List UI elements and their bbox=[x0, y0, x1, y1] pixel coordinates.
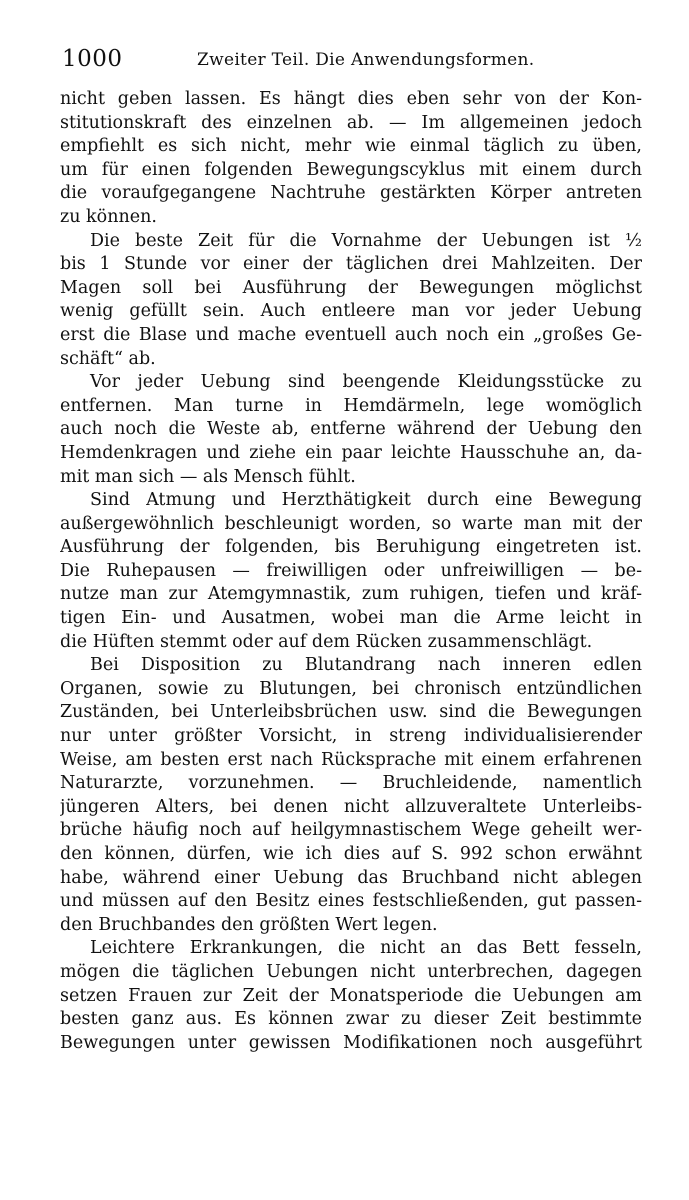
text-line: bis 1 Stunde vor einer der täglichen drei Mahlzeiten. Der bbox=[60, 254, 642, 275]
text-line: Bewegungen unter gewissen Modifikationen noch ausgeführt bbox=[60, 1032, 642, 1053]
text-line: erst die Blase und mache eventuell auch noch ein „großes Ge- bbox=[60, 324, 642, 345]
text-line: stitutionskraft des einzelnen ab. — Im allgemeinen jedoch bbox=[60, 112, 642, 133]
text-line: Organen, sowie zu Blutungen, bei chronisch entzündlichen bbox=[60, 678, 642, 699]
text-line: um für einen folgenden Bewegungscyklus mit einem durch bbox=[60, 159, 642, 180]
page-number: 1000 bbox=[62, 46, 123, 72]
text-line: nutze man zur Atemgymnastik, zum ruhigen, tiefen und kräf- bbox=[60, 584, 642, 605]
text-line: schäft“ ab. bbox=[60, 348, 156, 369]
page-body bbox=[60, 88, 642, 1055]
text-line: Leichtere Erkrankungen, die nicht an das Bett fesseln, bbox=[90, 938, 642, 959]
text-line: brüche häufig noch auf heilgymnastischem Wege geheilt wer- bbox=[60, 820, 642, 841]
text-line: außergewöhnlich beschleunigt worden, so warte man mit der bbox=[60, 513, 642, 534]
text-line: auch noch die Weste ab, entferne während der Uebung den bbox=[60, 419, 642, 440]
text-line: nur unter größter Vorsicht, in streng individualisierender bbox=[60, 726, 642, 747]
text-line: jüngeren Alters, bei denen nicht allzuveraltete Unterleibs- bbox=[60, 796, 642, 817]
text-line: Sind Atmung und Herzthätigkeit durch eine Bewegung bbox=[90, 490, 642, 511]
text-line: entfernen. Man turne in Hemdärmeln, lege womöglich bbox=[60, 395, 642, 416]
text-line: Magen soll bei Ausführung der Bewegungen möglichst bbox=[60, 277, 642, 298]
text-line: die voraufgegangene Nachtruhe gestärkten Körper antreten bbox=[60, 183, 642, 204]
text-line: nicht geben lassen. Es hängt dies eben sehr von der Kon- bbox=[60, 89, 642, 109]
text-line: tigen Ein- und Ausatmen, wobei man die Arme leicht in bbox=[60, 608, 642, 629]
text-line: Weise, am besten erst nach Rücksprache mit einem erfahrenen bbox=[60, 749, 642, 770]
text-line: Ausführung der folgenden, bis Beruhigung eingetreten ist. bbox=[60, 537, 642, 558]
text-line: Die beste Zeit für die Vornahme der Uebungen ist ½ bbox=[90, 230, 642, 251]
text-line: den können, dürfen, wie ich dies auf S. 992 schon erwähnt bbox=[60, 844, 642, 864]
page-header bbox=[62, 46, 642, 78]
text-line: mit man sich — als Mensch fühlt. bbox=[60, 466, 356, 487]
text-line: Zuständen, bei Unterleibsbrüchen usw. sind die Bewegungen bbox=[60, 702, 642, 723]
running-head: Zweiter Teil. Die Anwendungsformen. bbox=[197, 50, 535, 70]
text-line: Die Ruhepausen — freiwilligen oder unfreiwilligen — be- bbox=[60, 560, 642, 581]
text-line: besten ganz aus. Es können zwar zu dieser Zeit bestimmte bbox=[60, 1009, 642, 1030]
text-line: Bei Disposition zu Blutandrang nach inneren edlen bbox=[90, 655, 642, 676]
text-line: und müssen auf den Besitz eines festschließenden, gut passen- bbox=[60, 891, 642, 912]
text-line: mögen die täglichen Uebungen nicht unterbrechen, dagegen bbox=[60, 961, 642, 982]
text-line: habe, während einer Uebung das Bruchband nicht ablegen bbox=[60, 867, 642, 888]
text-line: setzen Frauen zur Zeit der Monatsperiode die Uebungen am bbox=[60, 985, 642, 1006]
text-line: die Hüften stemmt oder auf dem Rücken zusammenschlägt. bbox=[60, 631, 593, 652]
text-line: wenig gefüllt sein. Auch entleere man vor jeder Uebung bbox=[60, 301, 642, 322]
text-line: Vor jeder Uebung sind beengende Kleidungsstücke zu bbox=[90, 372, 642, 393]
text-line: zu können. bbox=[60, 206, 157, 227]
text-line: den Bruchbandes den größten Wert legen. bbox=[60, 914, 438, 935]
text-line: Hemdenkragen und ziehe ein paar leichte Hausschuhe an, da- bbox=[60, 442, 642, 463]
text-line: empfiehlt es sich nicht, mehr wie einmal täglich zu üben, bbox=[60, 136, 642, 157]
text-line: Naturarzte, vorzunehmen. — Bruchleidende, namentlich bbox=[60, 773, 642, 794]
